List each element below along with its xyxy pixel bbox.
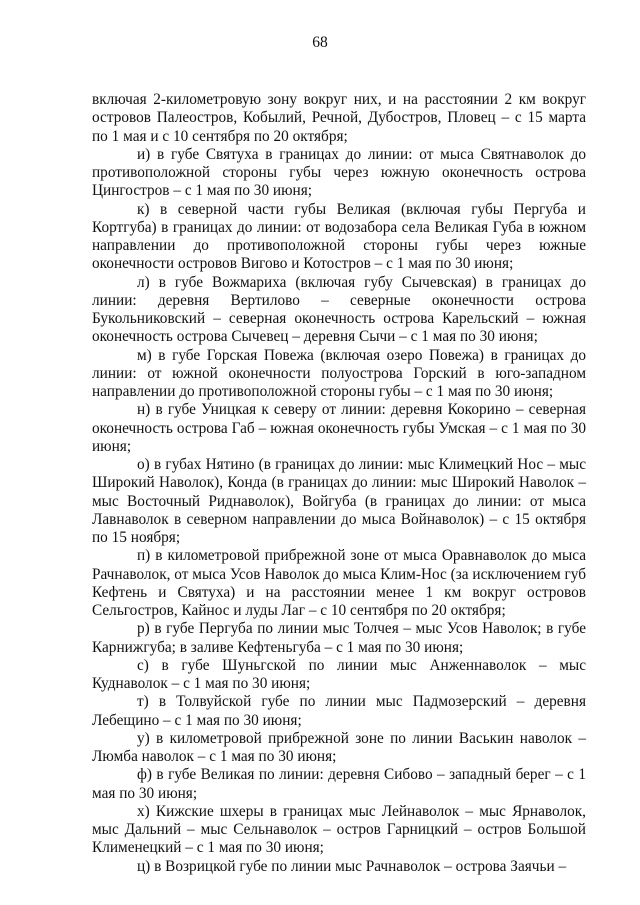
paragraph-item-kh: х) Кижские шхеры в границах мыс Лейнаволок – мыс Ярнаволок, мыс Дальний – мыс Сельнаволок – остров Гарницкий – остров Большой Клименецкий – с 1 мая по 30 июня;: [92, 802, 586, 857]
paragraph-item-k: к) в северной части губы Великая (включая губы Пергуба и Кортгуба) в границах до линии: от водозабора села Великая Губа в южном направлении до противоположной стороны губы через южные оконечности островов Вигово и Котостров – с 1 мая по 30 июня;: [92, 200, 586, 273]
paragraph-item-r: р) в губе Пергуба по линии мыс Толчея – мыс Усов Наволок; в губе Карнижгуба; в заливе Кефтеньгуба – с 1 мая по 30 июня;: [92, 620, 586, 656]
paragraph-item-f: ф) в губе Великая по линии: деревня Сибово – западный берег – с 1 мая по 30 июня;: [92, 766, 586, 802]
paragraph-item-l: л) в губе Вожмариха (включая губу Сычевская) в границах до линии: деревня Вертилово – северные оконечности острова Букольниковский – северная оконечность острова Карельский – южная оконечность острова Сычевец – деревня Сычи – с 1 мая по 30 июня;: [92, 273, 586, 346]
paragraph-continuation: включая 2-километровую зону вокруг них, и на расстоянии 2 км вокруг островов Палеостров, Кобылий, Речной, Дубостров, Пловец – с 15 марта по 1 мая и с 10 сентября по 20 октября;: [92, 91, 586, 145]
paragraph-item-o: о) в губах Нятино (в границах до линии: мыс Климецкий Нос – мыс Широкий Наволок), Конда (в границах до линии: мыс Широкий Наволок – мыс Восточный Риднаволок), Войгуба (в границах до линии: от мыса Лавнаволок в северном направлении до мыса Войнаволок) – с 15 октября по 15 ноября;: [92, 456, 586, 546]
paragraph-item-s: с) в губе Шуньгской по линии мыс Анженнаволок – мыс Куднаволок – с 1 мая по 30 июня;: [92, 656, 586, 692]
page-number: 68: [312, 34, 328, 51]
document-body: [92, 91, 586, 876]
paragraph-item-u: у) в километровой прибрежной зоне по линии Васькин наволок – Люмба наволок – с 1 мая по 30 июня;: [92, 729, 586, 765]
paragraph-item-m: м) в губе Горская Повежа (включая озеро Повежа) в границах до линии: от южной оконечности полуострова Горский в юго-западном направлении до противоположной стороны губы – с 1 мая по 30 июня;: [92, 346, 586, 400]
paragraph-item-i: и) в губе Святуха в границах до линии: от мыса Святнаволок до противоположной стороны губы через южную оконечность острова Цингостров – с 1 мая по 30 июня;: [92, 145, 586, 200]
paragraph-item-n: н) в губе Уницкая к северу от линии: деревня Кокорино – северная оконечность острова Габ – южная оконечность губы Умская – с 1 мая по 30 июня;: [92, 401, 586, 455]
paragraph-item-p: п) в километровой прибрежной зоне от мыса Оравнаволок до мыса Рачнаволок, от мыса Усов Наволок до мыса Клим-Нос (за исключением губ Кефтень и Святуха) и на расстоянии менее 1 км вокруг островов Сельгостров, Кайнос и луды Лаг – с 10 сентября по 20 октября;: [92, 547, 586, 619]
paragraph-item-t: т) в Толвуйской губе по линии мыс Падмозерский – деревня Лебещино – с 1 мая по 30 июня;: [92, 693, 586, 729]
paragraph-item-ts: ц) в Возрицкой губе по линии мыс Рачнаволок – острова Заячьи –: [137, 857, 567, 875]
